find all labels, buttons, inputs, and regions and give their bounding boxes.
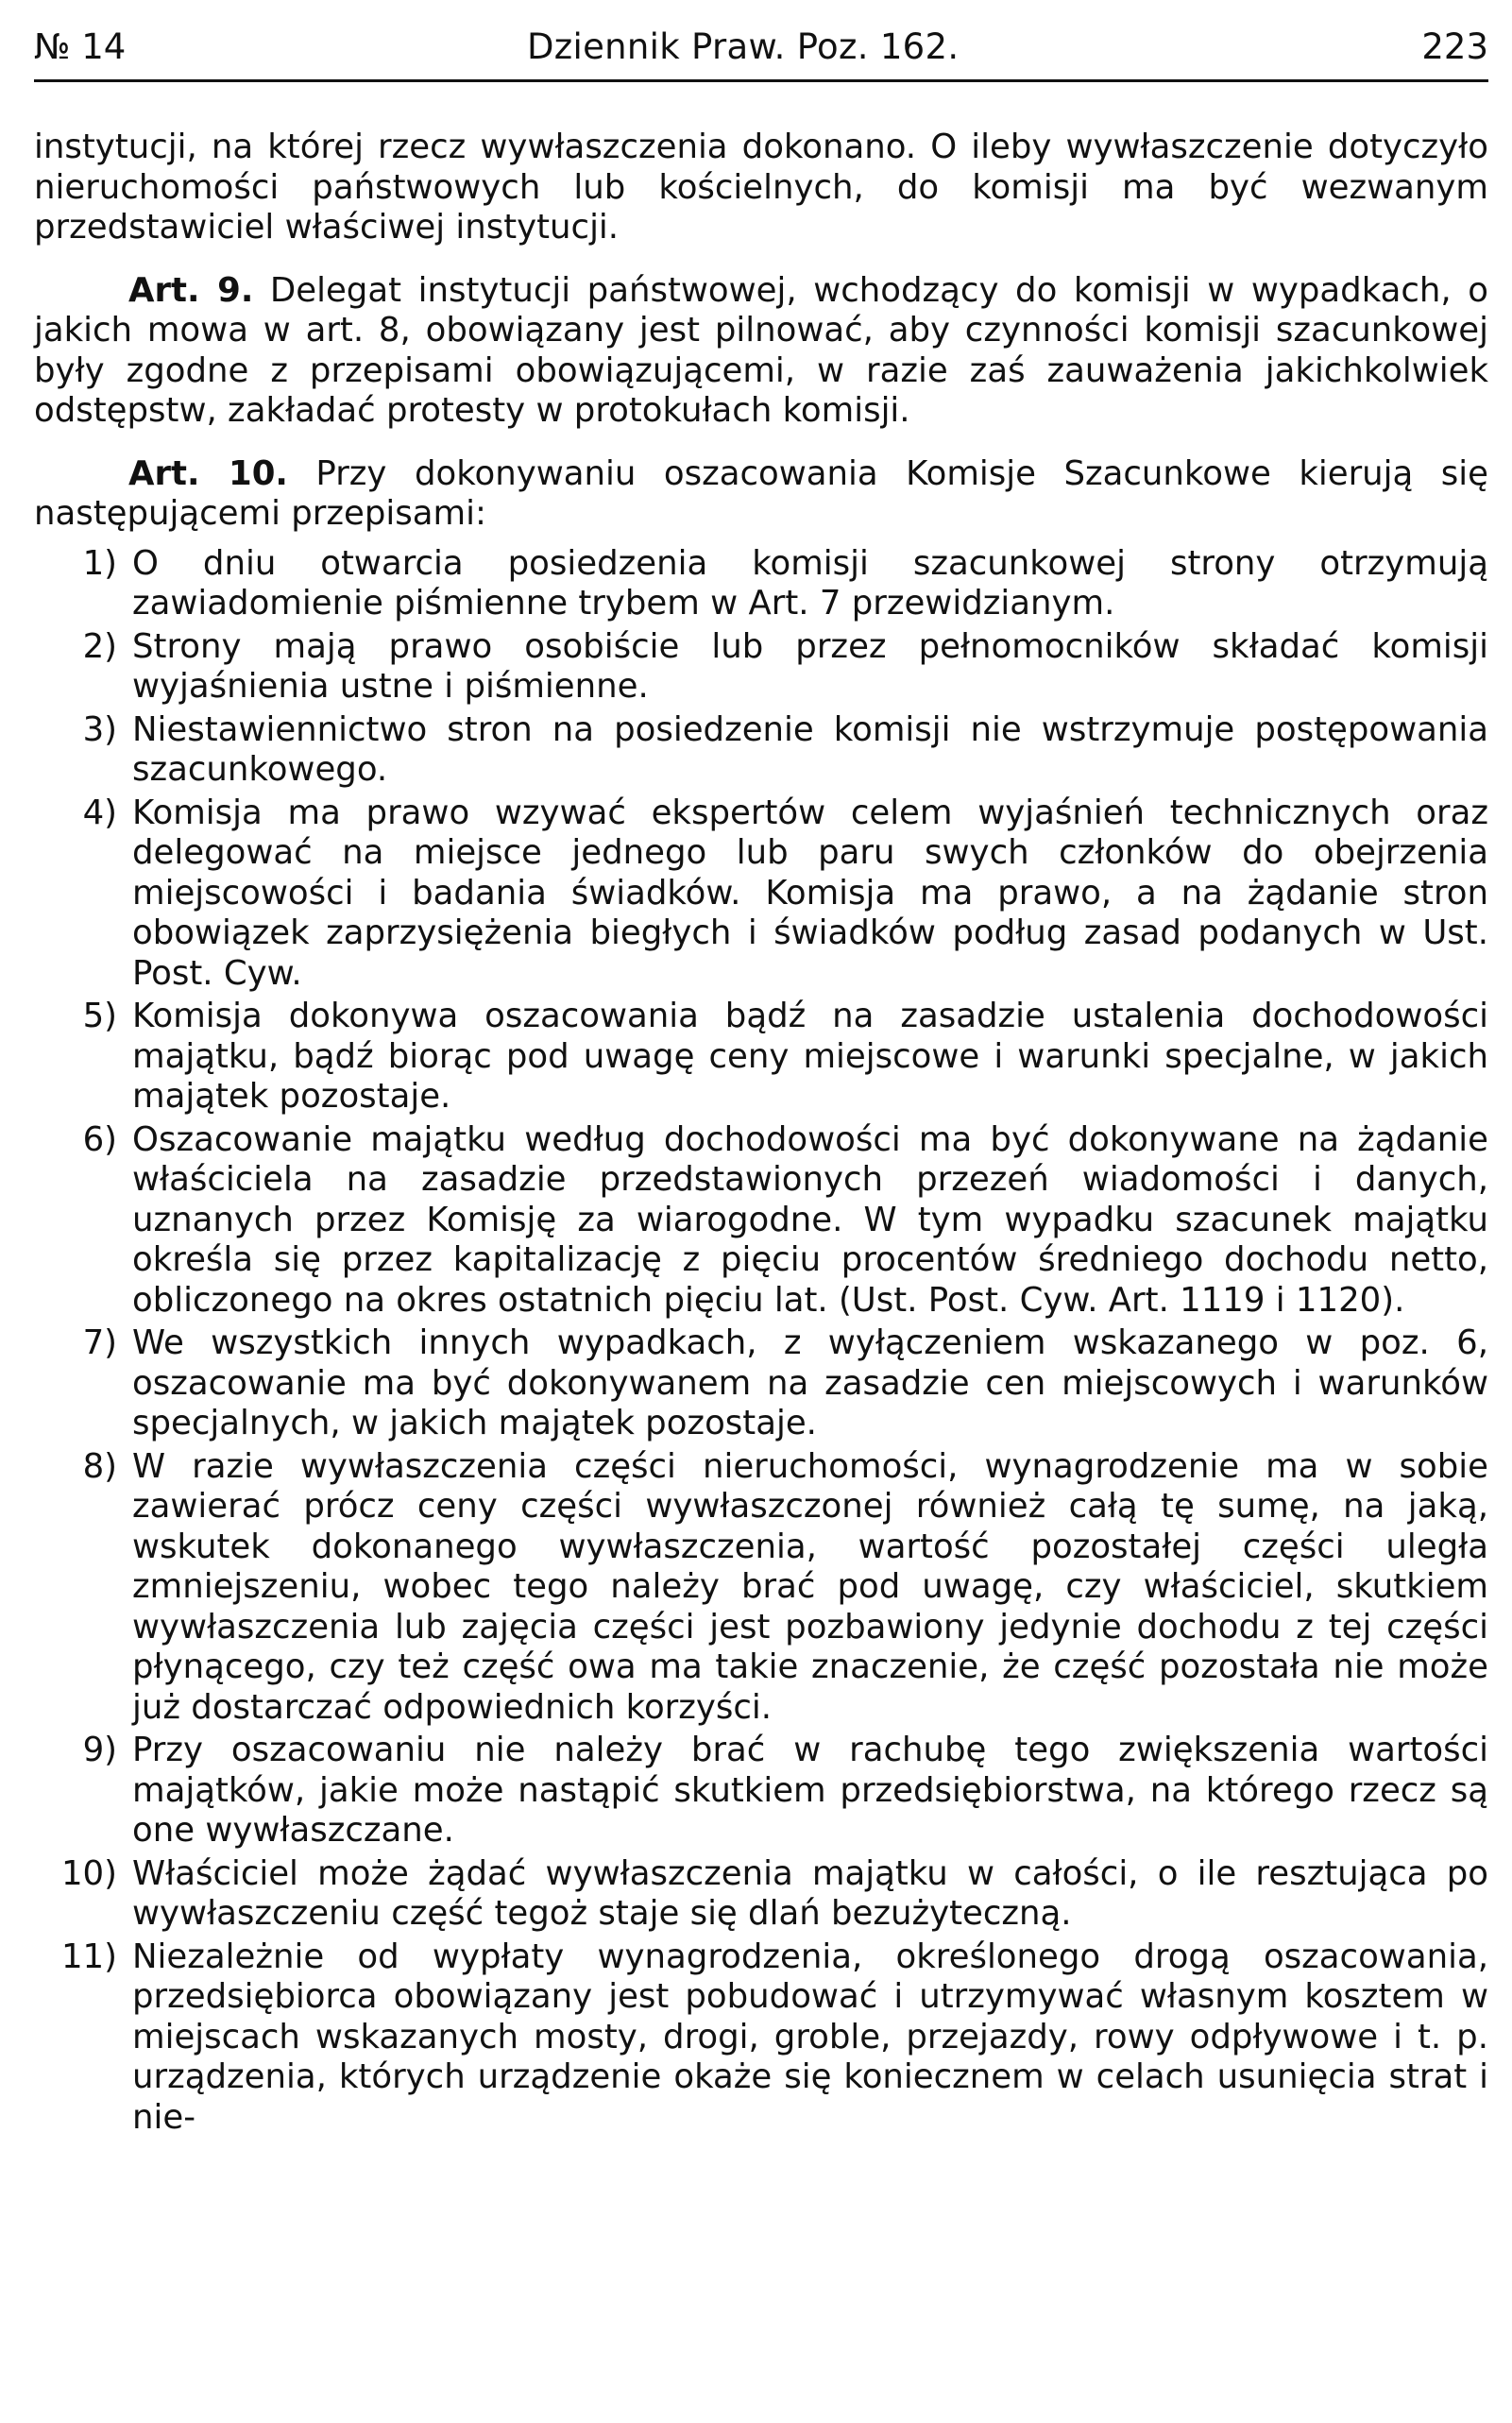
item-text: W razie wywłaszczenia części nieruchomości, wynagrodzenie ma w sobie zawierać prócz ceny części wywłaszczonej również całą tę sumę, na jaką, wskutek dokonanego wywłaszczenia, wartość pozostałej części uległa zmniejszeniu, wobec tego należy brać pod uwagę, czy właściciel, skutkiem wywłaszczenia lub zajęcia części jest pozbawiony jedynie dochodu z tej części płynącego, czy też część owa ma takie znaczenie, że część pozostała nie może już dostarczać odpowiednich korzyści.: [132, 1446, 1488, 1727]
item-number: 8): [82, 1446, 117, 1486]
list-item: [34, 627, 1488, 708]
list-item: [34, 710, 1488, 791]
item-text: O dniu otwarcia posiedzenia komisji szacunkowej strony otrzymują zawiadomienie piśmienne trybem w Art. 7 przewidzianym.: [132, 543, 1488, 623]
list-item: [34, 1937, 1488, 2139]
article-9-text: Delegat instytucji państwowej, wchodzący do komisji w wypadkach, o jakich mowa w art. 8, obowiązany jest pilnować, aby czynności komisji szacunkowej były zgodne z przepisami obowiązującemi, w razie zaś zauważenia jakichkolwiek odstępstw, zakładać protesty w protokułach komisji.: [34, 270, 1489, 430]
list-item: [34, 997, 1488, 1118]
item-number: 10): [60, 1853, 117, 1893]
list-item: [34, 1120, 1488, 1322]
item-number: 9): [82, 1731, 117, 1769]
header-rule: [34, 79, 1488, 82]
document-page: [34, 0, 1488, 2423]
article-10-items: [34, 544, 1488, 2139]
item-text: Niezależnie od wypłaty wynagrodzenia, określonego drogą oszacowania, przedsiębiorca obowiązany jest pobudować i utrzymywać własnym kosztem w miejscach wskazanych mosty, drogi, groble, przejazdy, rowy odpływowe i t. p. urządzenia, których urządzenie okaże się koniecznem w celach usunięcia strat i nie-: [132, 1937, 1488, 2137]
list-item: [34, 544, 1488, 624]
article-10-text: Przy dokonywaniu oszacowania Komisje Szacunkowe kierują się następującemi przepisami:: [34, 453, 1488, 533]
article-9: [34, 271, 1488, 432]
page-header: [34, 21, 1488, 79]
item-number: 7): [82, 1323, 117, 1362]
intro-paragraph: instytucji, na której rzecz wywłaszczenia dokonano. O ileby wywłaszczenie dotyczyło nieruchomości państwowych lub kościelnych, do komisji ma być wezwanym przedstawiciel właściwej instytucji.: [34, 128, 1488, 247]
item-number: 2): [82, 626, 117, 666]
list-item: [34, 793, 1488, 995]
list-item: [34, 1323, 1488, 1444]
item-text: We wszystkich innych wypadkach, z wyłączeniem wskazanego w poz. 6, oszacowanie ma być dokonywanem na zasadzie cen miejscowych i warunków specjalnych, w jakich majątek pozostaje.: [132, 1323, 1488, 1442]
item-text: Komisja ma prawo wzywać ekspertów celem wyjaśnień technicznych oraz delegować na miejsce jednego lub paru swych członków do obejrzenia miejscowości i badania świadków. Komisja ma prawo, a na żądanie stron obowiązek zaprzysiężenia biegłych i świadków podług zasad podanych w Ust. Post. Cyw.: [132, 793, 1488, 993]
item-number: 6): [82, 1119, 117, 1159]
item-text: Komisja dokonywa oszacowania bądź na zasadzie ustalenia dochodowości majątku, bądź biorąc pod uwagę ceny miejscowe i warunki specjalne, w jakich majątek pozostaje.: [132, 997, 1488, 1116]
article-9-label: Art. 9.: [128, 270, 254, 310]
item-text: Właściciel może żądać wywłaszczenia majątku w całości, o ile resztująca po wywłaszczeniu część tegoż staje się dlań bezużyteczną.: [132, 1853, 1488, 1933]
item-text: Przy oszacowaniu nie należy brać w rachubę tego zwiększenia wartości majątków, jakie może nastąpić skutkiem przedsiębiorstwa, na którego rzecz są one wywłaszczane.: [132, 1731, 1488, 1850]
item-text: Niestawiennictwo stron na posiedzenie komisji nie wstrzymuje postępowania szacunkowego.: [132, 709, 1488, 789]
list-item: [34, 1854, 1488, 1935]
article-10-label: Art. 10.: [128, 453, 288, 493]
item-number: 1): [82, 543, 117, 583]
item-number: 5): [82, 997, 117, 1035]
page-number: 223: [1421, 26, 1488, 67]
issue-number: № 14: [34, 26, 127, 67]
item-text: Strony mają prawo osobiście lub przez pełnomocników składać komisji wyjaśnienia ustne i piśmienne.: [132, 626, 1488, 706]
journal-title: Dziennik Praw. Poz. 162.: [527, 26, 960, 67]
list-item: [34, 1731, 1488, 1851]
document-body: [34, 128, 1488, 2138]
item-number: 4): [82, 793, 117, 832]
item-number: 11): [60, 1937, 117, 1976]
article-10: [34, 454, 1488, 535]
item-number: 3): [82, 709, 117, 749]
item-text: Oszacowanie majątku według dochodowości ma być dokonywane na żądanie właściciela na zasadzie przedstawionych przezeń wiadomości i danych, uznanych przez Komisję za wiarogodne. W tym wypadku szacunek majątku określa się przez kapitalizację z pięciu procentów średniego dochodu netto, obliczonego na okres ostatnich pięciu lat. (Ust. Post. Cyw. Art. 1119 i 1120).: [132, 1119, 1488, 1320]
list-item: [34, 1447, 1488, 1729]
